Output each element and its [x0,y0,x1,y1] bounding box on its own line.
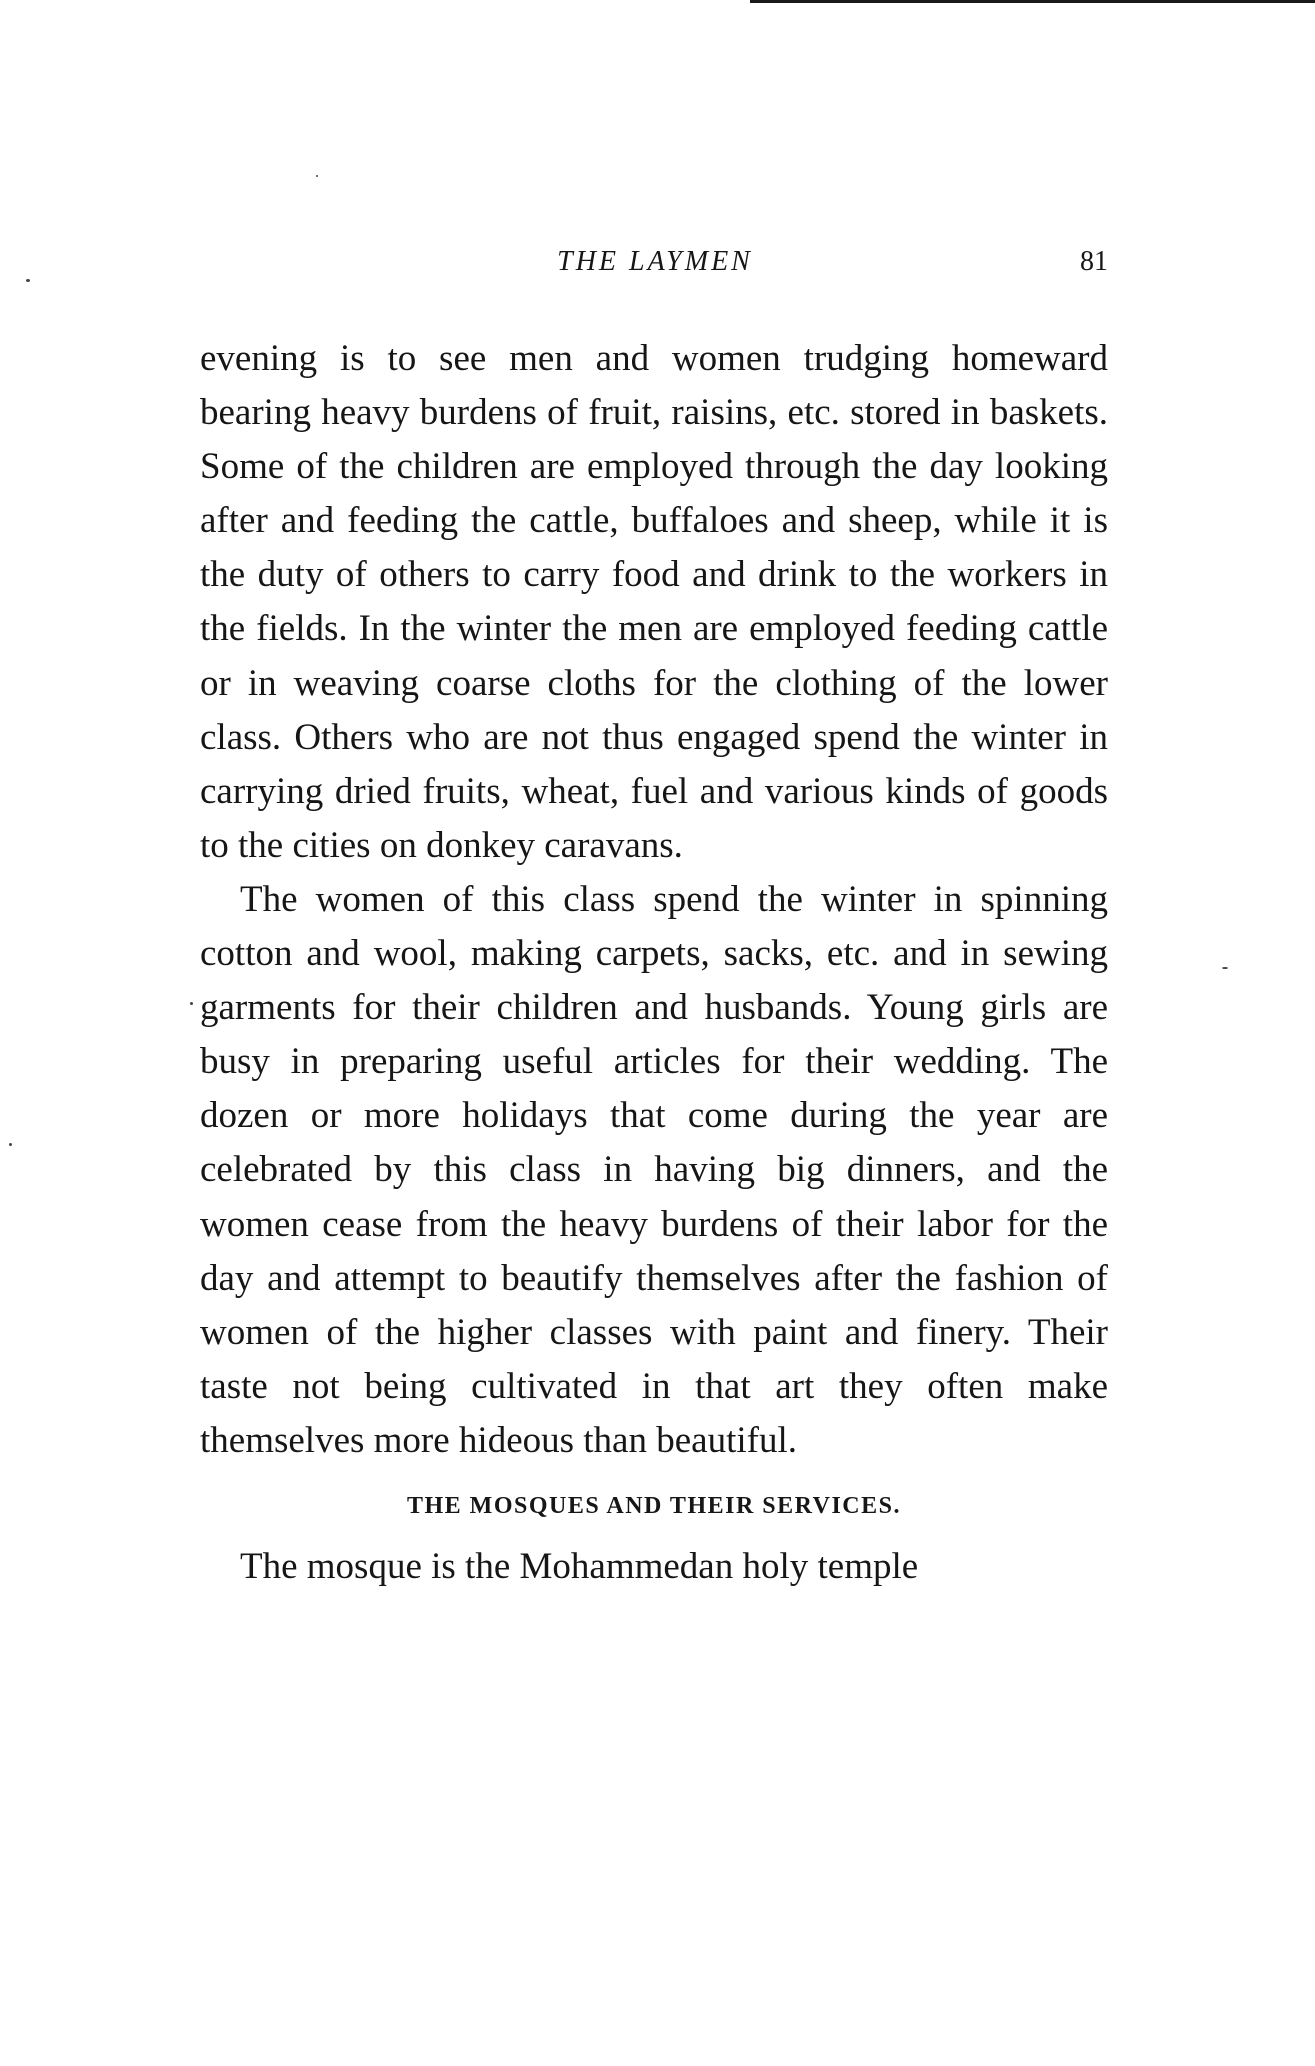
paragraph-women: The women of this class spend the winter in spinning cotton and wool, making carpets, sacks, etc. and in sewing garments for their children and husbands. Young girls are busy in preparing useful articles for their wedding. The dozen or more holidays that come during the year are celebrated by this class in having big dinners, and the women cease from the heavy burdens of their labor for the day and attempt to beautify themselves after the fashion of women of the higher classes with paint and finery. Their taste not being cultivated in that art they often make themselves more hideous than beautiful. [200,878,1108,1461]
page-body [200,332,1108,1594]
paragraph-continued: evening is to see men and women trudging homeward bearing heavy burdens of fruit, raisins, etc. stored in baskets. Some of the children are employed through the day looking after and feeding the cattle, buffaloes and sheep, while it is the duty of others to carry food and drink to the workers in the fields. In the winter the men are employed feeding cattle or in weaving coarse cloths for the clothing of the lower class. Others who are not thus engaged spend the winter in carrying dried fruits, wheat, fuel and various kinds of goods to the cities on donkey caravans. [200,338,1108,866]
scan-speck [190,1002,193,1005]
scan-speck [316,175,318,177]
scan-speck [1222,967,1228,969]
scan-speck [26,279,30,282]
top-edge-rule [750,0,1315,3]
scan-speck [9,1143,12,1146]
paragraph-mosque: The mosque is the Mohammedan holy temple [240,1545,919,1587]
page-header [202,246,1108,286]
section-heading: THE MOSQUES AND THEIR SERVICES. [406,1492,901,1519]
running-head: THE LAYMEN [557,246,753,277]
page-number: 81 [1080,246,1108,277]
